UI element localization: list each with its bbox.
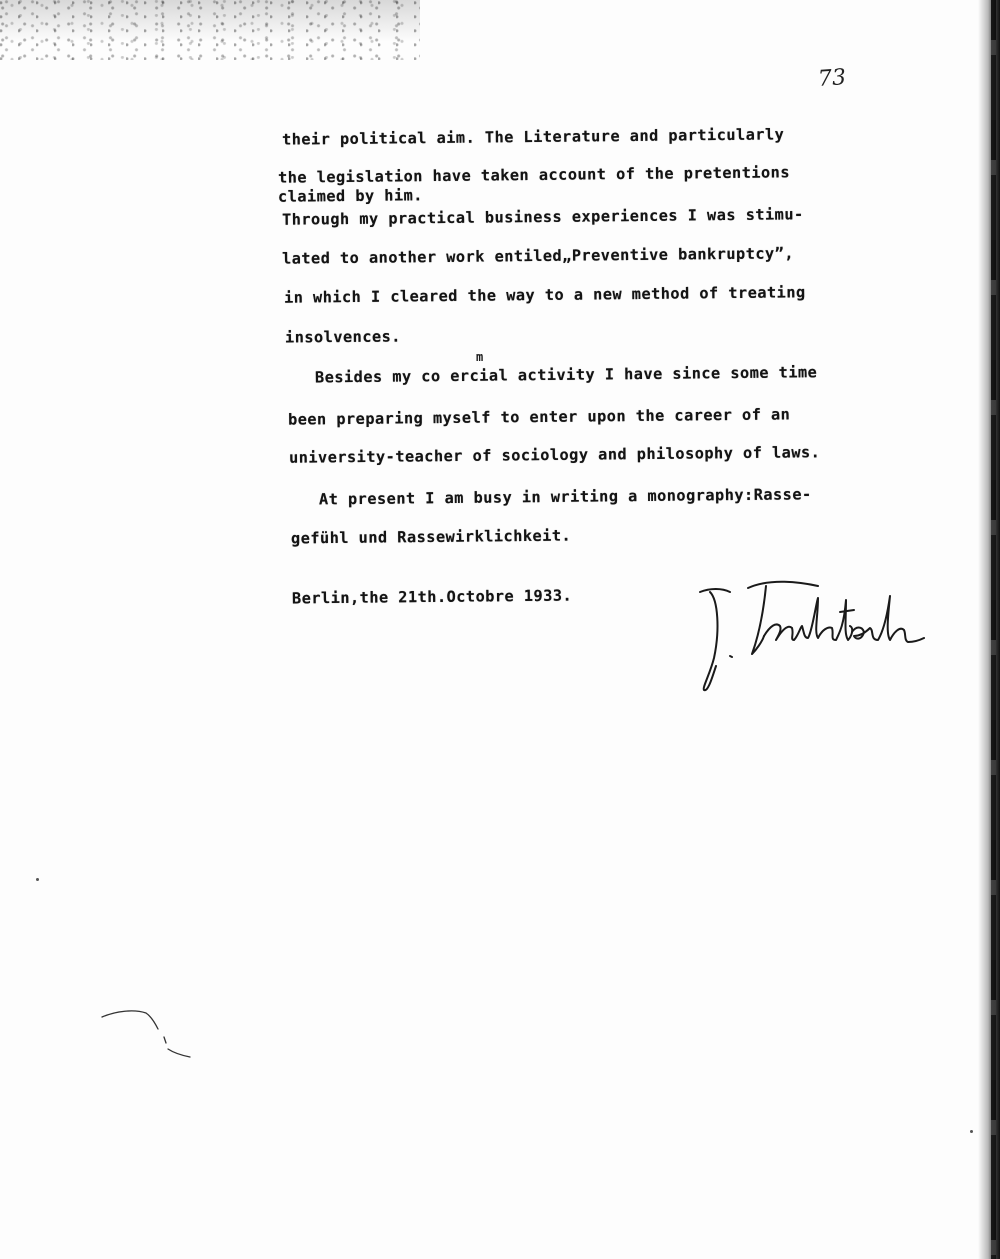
- body-line-5: lated to another work entiled„Preventive bankruptcy”,: [281, 244, 795, 268]
- body-line-10: university-teacher of sociology and philosophy of laws.: [288, 443, 821, 467]
- scan-edge-right: [978, 0, 1000, 1259]
- body-line-3: claimed by him.: [277, 186, 423, 206]
- signature: [690, 570, 930, 700]
- closing-date-line: Berlin,the 21th.Octobre 1933.: [291, 586, 573, 608]
- body-line-6: in which I cleared the way to a new method of treating: [283, 283, 806, 307]
- body-line-8: Besides my co ercial activity I have since some time: [285, 363, 818, 387]
- body-line-12: gefühl und Rassewirklichkeit.: [290, 526, 572, 548]
- page-number: 73: [817, 65, 847, 92]
- speck: [36, 878, 39, 881]
- body-line-4: Through my practical business experiences I was stimu-: [281, 205, 804, 229]
- body-line-9: been preparing myself to enter upon the career of an: [287, 405, 791, 429]
- stray-pen-mark: [100, 1005, 200, 1065]
- inserted-letter-m: m: [476, 350, 484, 364]
- body-line-11: At present I am busy in writing a monography:Rasse-: [289, 485, 812, 509]
- body-line-7: insolvences.: [284, 327, 401, 347]
- body-line-1: their political aim. The Literature and particularly: [281, 125, 785, 149]
- speck: [970, 1130, 973, 1133]
- scan-edge-band: [991, 0, 996, 1259]
- body-line-2: the legislation have taken account of the pretentions: [277, 163, 791, 187]
- scan-shadow-top: [0, 0, 420, 60]
